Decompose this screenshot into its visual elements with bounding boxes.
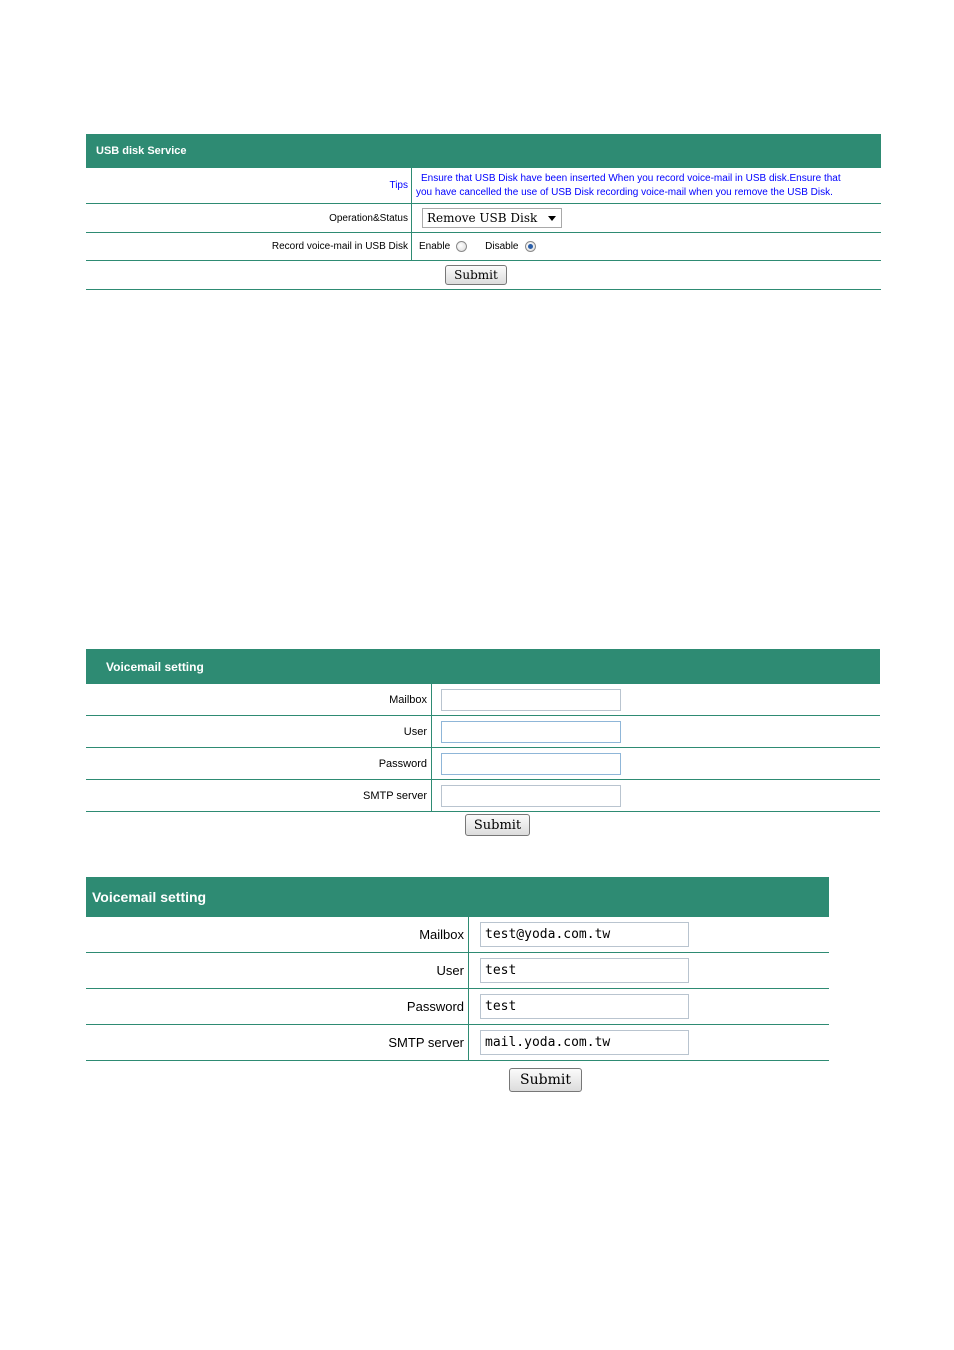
tips-line-1: Ensure that USB Disk have been inserted When you record voice-mail in USB disk.Ensure that [421,172,841,184]
panel-title: Voicemail setting [106,659,204,674]
smtp-cell [432,780,880,811]
submit-button-label: Submit [454,268,498,282]
record-label-text: Record voice-mail in USB Disk [271,241,408,252]
tips-label-text: Tips [389,180,408,191]
submit-button[interactable] [509,1068,582,1092]
smtp-label [86,1025,469,1060]
tips-line-2: you have cancelled the use of USB Disk recording voice-mail when you remove the USB Disk. [416,186,833,198]
password-label [86,748,432,779]
password-input[interactable] [441,753,621,775]
mailbox-input[interactable] [441,689,621,711]
smtp-row [86,780,880,812]
user-cell [432,716,880,747]
panel-header [86,134,881,168]
panel-header [86,877,829,917]
submit-row [86,261,881,290]
password-row [86,989,829,1025]
voicemail-setting-filled-panel [86,877,829,1088]
mailbox-label [86,684,432,715]
password-input[interactable]: test [480,994,689,1019]
mailbox-cell [469,917,829,952]
submit-button-label: Submit [520,1072,571,1088]
user-row [86,716,880,748]
tips-label [86,168,412,203]
panel-title: Voicemail setting [92,889,207,905]
operation-value-cell [412,204,881,232]
record-label [86,233,412,260]
operation-label [86,204,412,232]
mailbox-label-text: Mailbox [389,693,427,706]
password-cell [469,989,829,1024]
smtp-label-text: SMTP server [363,789,427,802]
password-label-text: Password [378,757,427,770]
operation-row [86,204,881,233]
record-options [412,233,881,260]
smtp-label-text: SMTP server [388,1035,464,1050]
submit-button[interactable] [465,814,530,836]
password-cell [432,748,880,779]
submit-button[interactable] [445,265,507,285]
mailbox-row [86,684,880,716]
operation-select-value: Remove USB Disk [427,211,538,225]
chevron-down-icon [548,216,556,221]
tips-text [412,168,881,203]
user-cell [469,953,829,988]
smtp-cell [469,1025,829,1060]
user-input[interactable] [441,721,621,743]
disable-radio[interactable] [525,241,536,252]
user-row [86,953,829,989]
enable-radio[interactable] [456,241,467,252]
record-row [86,233,881,261]
panel-header [86,649,880,684]
password-row [86,748,880,780]
smtp-row [86,1025,829,1061]
password-label [86,989,469,1024]
smtp-label [86,780,432,811]
mailbox-row [86,917,829,953]
mailbox-input[interactable]: test@yoda.com.tw [480,922,689,947]
user-label-text: User [436,963,464,978]
password-label-text: Password [406,999,464,1014]
mailbox-cell [432,684,880,715]
operation-select[interactable] [422,208,562,228]
tips-row [86,168,881,204]
disable-option-label: Disable [485,241,519,252]
usb-disk-service-panel [86,134,881,290]
operation-label-text: Operation&Status [329,212,408,224]
smtp-server-input[interactable] [441,785,621,807]
enable-option-label: Enable [419,241,451,252]
voicemail-setting-empty-panel [86,649,880,833]
smtp-server-input[interactable]: mail.yoda.com.tw [480,1030,689,1055]
user-input[interactable]: test [480,958,689,983]
submit-button-label: Submit [473,817,522,833]
user-label [86,716,432,747]
mailbox-label [86,917,469,952]
user-label-text: User [403,725,427,738]
panel-title: USB disk Service [96,145,187,157]
user-label [86,953,469,988]
mailbox-label-text: Mailbox [419,927,464,942]
